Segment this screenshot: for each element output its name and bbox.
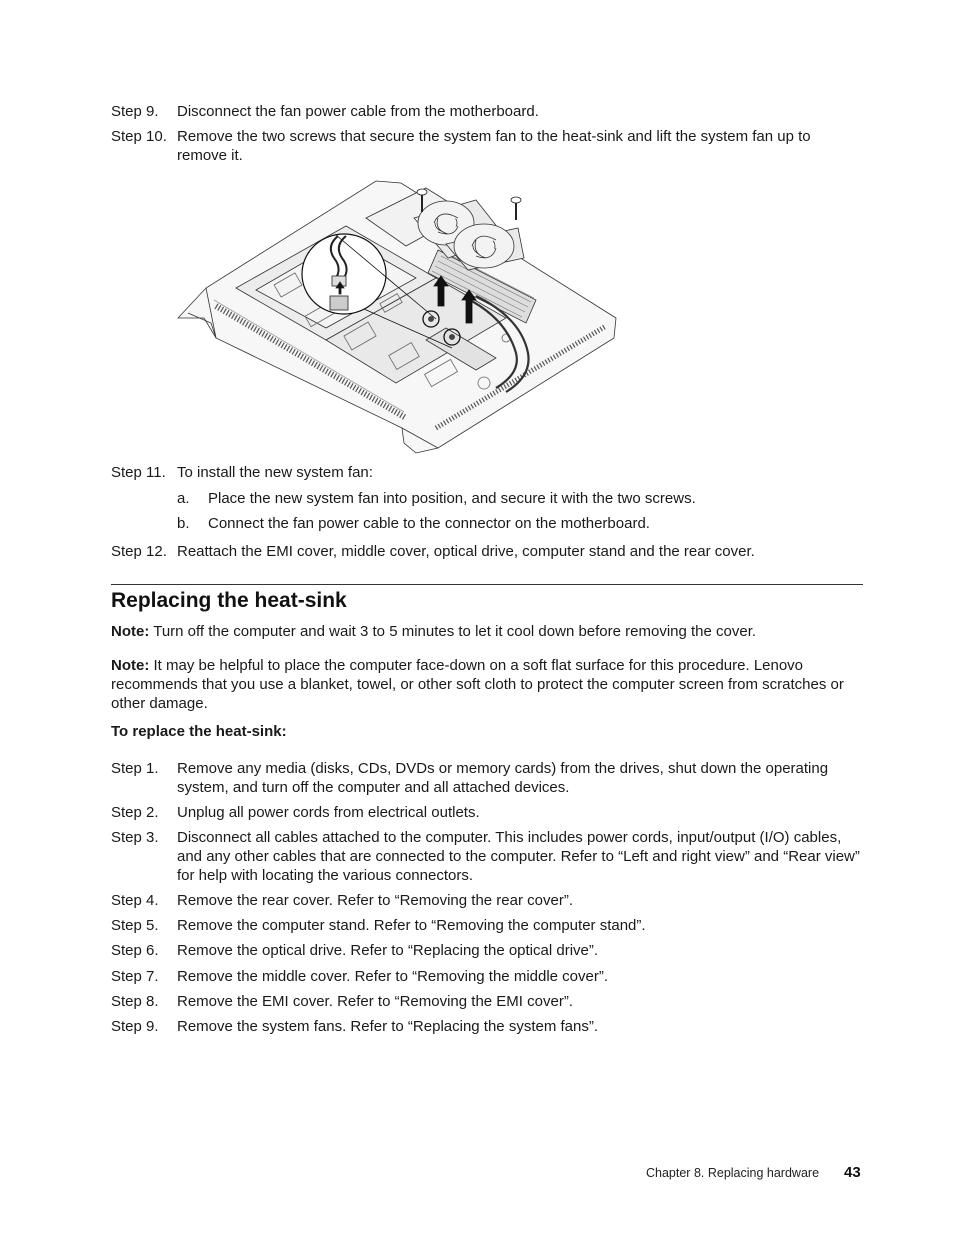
step-text: Reattach the EMI cover, middle cover, optical drive, computer stand and the rear cover. <box>177 543 755 560</box>
substep-a <box>177 489 863 508</box>
heatsink-step-4 <box>111 891 863 910</box>
step-12-reattach <box>111 542 863 561</box>
note-text: It may be helpful to place the computer face-down on a soft flat surface for this procedure. Lenovo recommends that you use a blanket, towel, or other soft cloth to protect the computer screen from scratches or other damage. <box>111 657 844 712</box>
substep-text: Connect the fan power cable to the connector on the motherboard. <box>208 515 650 532</box>
step-text: Remove the computer stand. Refer to “Removing the computer stand”. <box>177 917 646 934</box>
step-number: Step 9. <box>111 103 159 120</box>
system-fan-removal-illustration <box>176 178 620 456</box>
note-face-down <box>111 656 863 713</box>
step-text: Remove the system fans. Refer to “Replacing the system fans”. <box>177 1018 599 1035</box>
step-number: Step 5. <box>111 917 159 934</box>
step-number: Step 9. <box>111 1018 159 1035</box>
step-11-install-fan <box>111 463 863 482</box>
procedure-title: To replace the heat-sink: <box>111 723 287 740</box>
step-text: Disconnect all cables attached to the computer. This includes power cords, input/output (I/O) cables, and any other cables that are connected to the computer. Refer to “Left and right view” and “Rear view” for help with locating the various connectors. <box>177 829 860 884</box>
note-label: Note: <box>111 657 150 674</box>
note-label: Note: <box>111 623 150 640</box>
step-text: Unplug all power cords from electrical outlets. <box>177 804 480 821</box>
step-text: Disconnect the fan power cable from the motherboard. <box>177 103 539 120</box>
step-text: Remove any media (disks, CDs, DVDs or memory cards) from the drives, shut down the operating system, and turn off the computer and all attached devices. <box>177 760 829 796</box>
heatsink-step-6 <box>111 941 863 960</box>
footer-chapter: Chapter 8. Replacing hardware <box>646 1166 820 1180</box>
step-number: Step 11. <box>111 464 166 481</box>
step-9-disconnect-cable <box>111 102 863 121</box>
note-cool-down <box>111 622 863 641</box>
substep-label: b. <box>177 515 190 532</box>
substep-label: a. <box>177 490 190 507</box>
step-text: Remove the rear cover. Refer to “Removing the rear cover”. <box>177 892 573 909</box>
heatsink-step-7 <box>111 967 863 986</box>
step-text: Remove the middle cover. Refer to “Removing the middle cover”. <box>177 968 609 985</box>
substep-text: Place the new system fan into position, and secure it with the two screws. <box>208 490 696 507</box>
step-text: Remove the EMI cover. Refer to “Removing the EMI cover”. <box>177 993 573 1010</box>
heatsink-step-3 <box>111 828 863 885</box>
step-number: Step 2. <box>111 804 159 821</box>
section-divider <box>111 584 863 585</box>
step-number: Step 10. <box>111 128 167 145</box>
section-heading: Replacing the heat-sink <box>111 589 347 612</box>
step-number: Step 3. <box>111 829 159 846</box>
heatsink-step-5 <box>111 916 863 935</box>
heatsink-step-1 <box>111 759 863 797</box>
step-number: Step 6. <box>111 942 159 959</box>
step-number: Step 7. <box>111 968 159 985</box>
step-number: Step 1. <box>111 760 159 777</box>
step-text: Remove the optical drive. Refer to “Replacing the optical drive”. <box>177 942 599 959</box>
step-number: Step 12. <box>111 543 167 560</box>
note-text: Turn off the computer and wait 3 to 5 minutes to let it cool down before removing the cover. <box>149 623 757 640</box>
page-number: 43 <box>844 1164 861 1181</box>
step-number: Step 4. <box>111 892 159 909</box>
heatsink-step-9 <box>111 1017 863 1036</box>
step-10-remove-screws <box>111 127 863 165</box>
step-number: Step 8. <box>111 993 159 1010</box>
step-text: To install the new system fan: <box>177 464 373 481</box>
substep-b <box>177 514 863 533</box>
heatsink-step-2 <box>111 803 863 822</box>
step-text: Remove the two screws that secure the system fan to the heat-sink and lift the system fan up to remove it. <box>177 128 811 164</box>
heatsink-step-8 <box>111 992 863 1011</box>
